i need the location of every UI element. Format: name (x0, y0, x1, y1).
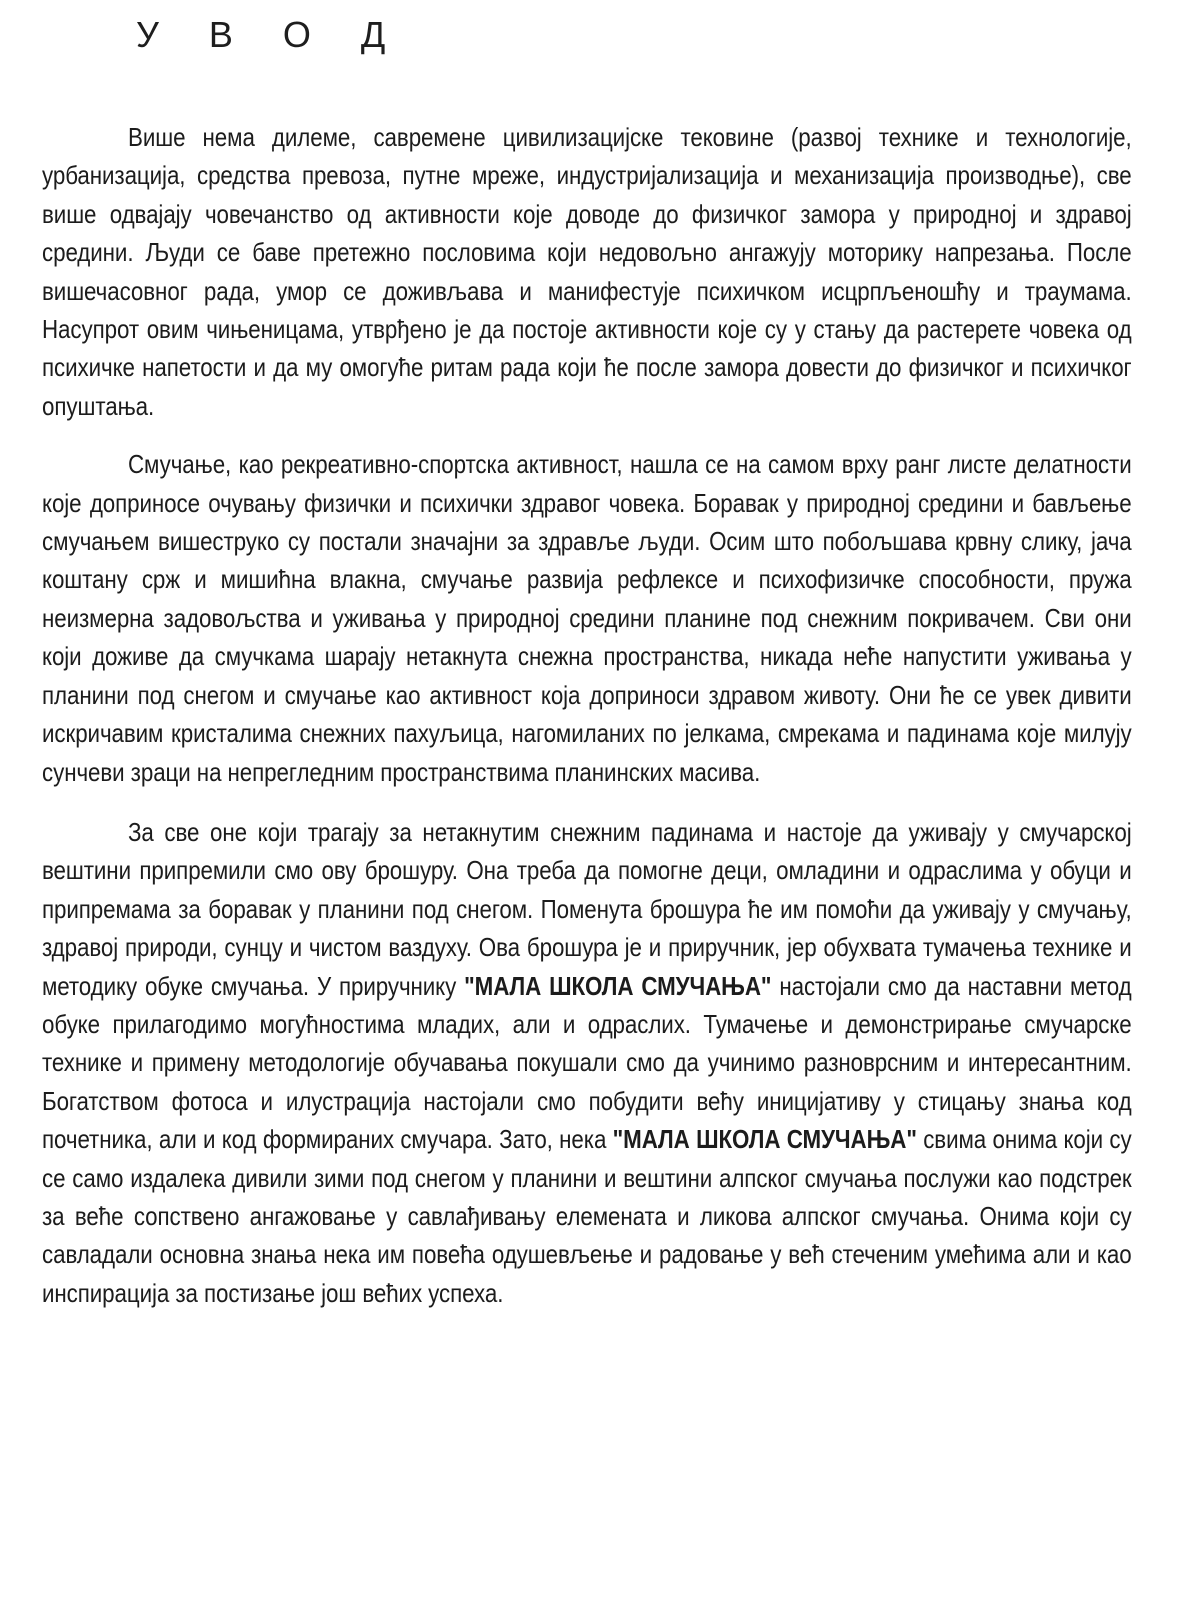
book-title-2: "МАЛА ШКОЛА СМУЧАЊА" (612, 1124, 917, 1155)
body-text (42, 118, 1132, 1312)
paragraph-3-part-2: настојали смо да наставни метод обуке прилагодимо могућностима младих, али и одраслих. Тумачење и демонстрирање смучарске технике и примену методологије обучавања покушали смо да учинимо разноврсним и интересантним. Богатством фотоса и илустрација настојали смо побудити већу иницијативу у стицању знања код почетника, али и код формираних смучара. Зато, нека (42, 970, 1132, 1155)
paragraph-1: Више нема дилеме, савремене цивилизацијске тековине (развој технике и технологије, урбанизација, средства превоза, путне мреже, индустријализација и механизација производње), све више одвајају човечанство од активности које доводе до физичког замора у природној и здравој средини. Људи се баве претежно пословима који недовољно ангажују моторику напрезања. После вишечасовног рада, умор се доживљава и манифестује психичком исцрпљеношћу и траумама. Насупрот овим чињеницама, утврђено је да постоје активности које су у стању да растерете човека од психичке напетости и да му омогуће ритам рада који ће после замора довести до физичког и психичког опуштања. (42, 122, 1132, 421)
paragraph-3-part-3: свима онима који су се само издалека дивили зими под снегом у планини и вештини алпског смучања послужи као подстрек за веће сопствено ангажовање у савлађивању елемената и ликова алпског смучања. Онима који су савладали основна знања нека им повећа одушевљење и радовање у већ стеченим умећима али и као инспирација за постизање још већих успеха. (42, 1124, 1132, 1308)
page-title: У В О Д (136, 14, 406, 55)
paragraph-3 (42, 813, 1132, 1312)
book-title-1: "МАЛА ШКОЛА СМУЧАЊА" (464, 970, 772, 1001)
paragraph-2: Смучање, као рекреативно-спортска активност, нашла се на самом врху ранг листе делатности које доприносе очувању физички и психички здравог човека. Боравак у природној средини и бављење смучањем вишеструко су постали значајни за здравље људи. Осим што побољшава крвну слику, јача коштану срж и мишићна влакна, смучање развија рефлексе и психофизичке способности, пружа неизмерна задовољства и уживања у природној средини планине под снежним покривачем. Сви они који доживе да смучкама шарају нетакнута снежна пространства, никада неће напустити уживања у планини под снегом и смучање као активност која доприноси здравом животу. Они ће се увек дивити искричавим кристалима снежних пахуљица, нагомиланих по јелкама, смрекама и падинама које милују сунчеви зраци на непрегледним пространствима планинских масива. (42, 449, 1132, 787)
paragraph-3-part-1: За све оне који трагају за нетакнутим снежним падинама и настоје да уживају у смучарској вештини припремили смо ову брошуру. Она треба да помогне деци, омладини и одраслима у обуци и припремама за боравак у планини под снегом. Поменута брошура ће им помоћи да уживају у смучању, здравој природи, сунцу и чистом ваздуху. Ова брошура је и приручник, јер обухвата тумачења технике и методику обуке смучања. У приручнику (42, 816, 1132, 1001)
